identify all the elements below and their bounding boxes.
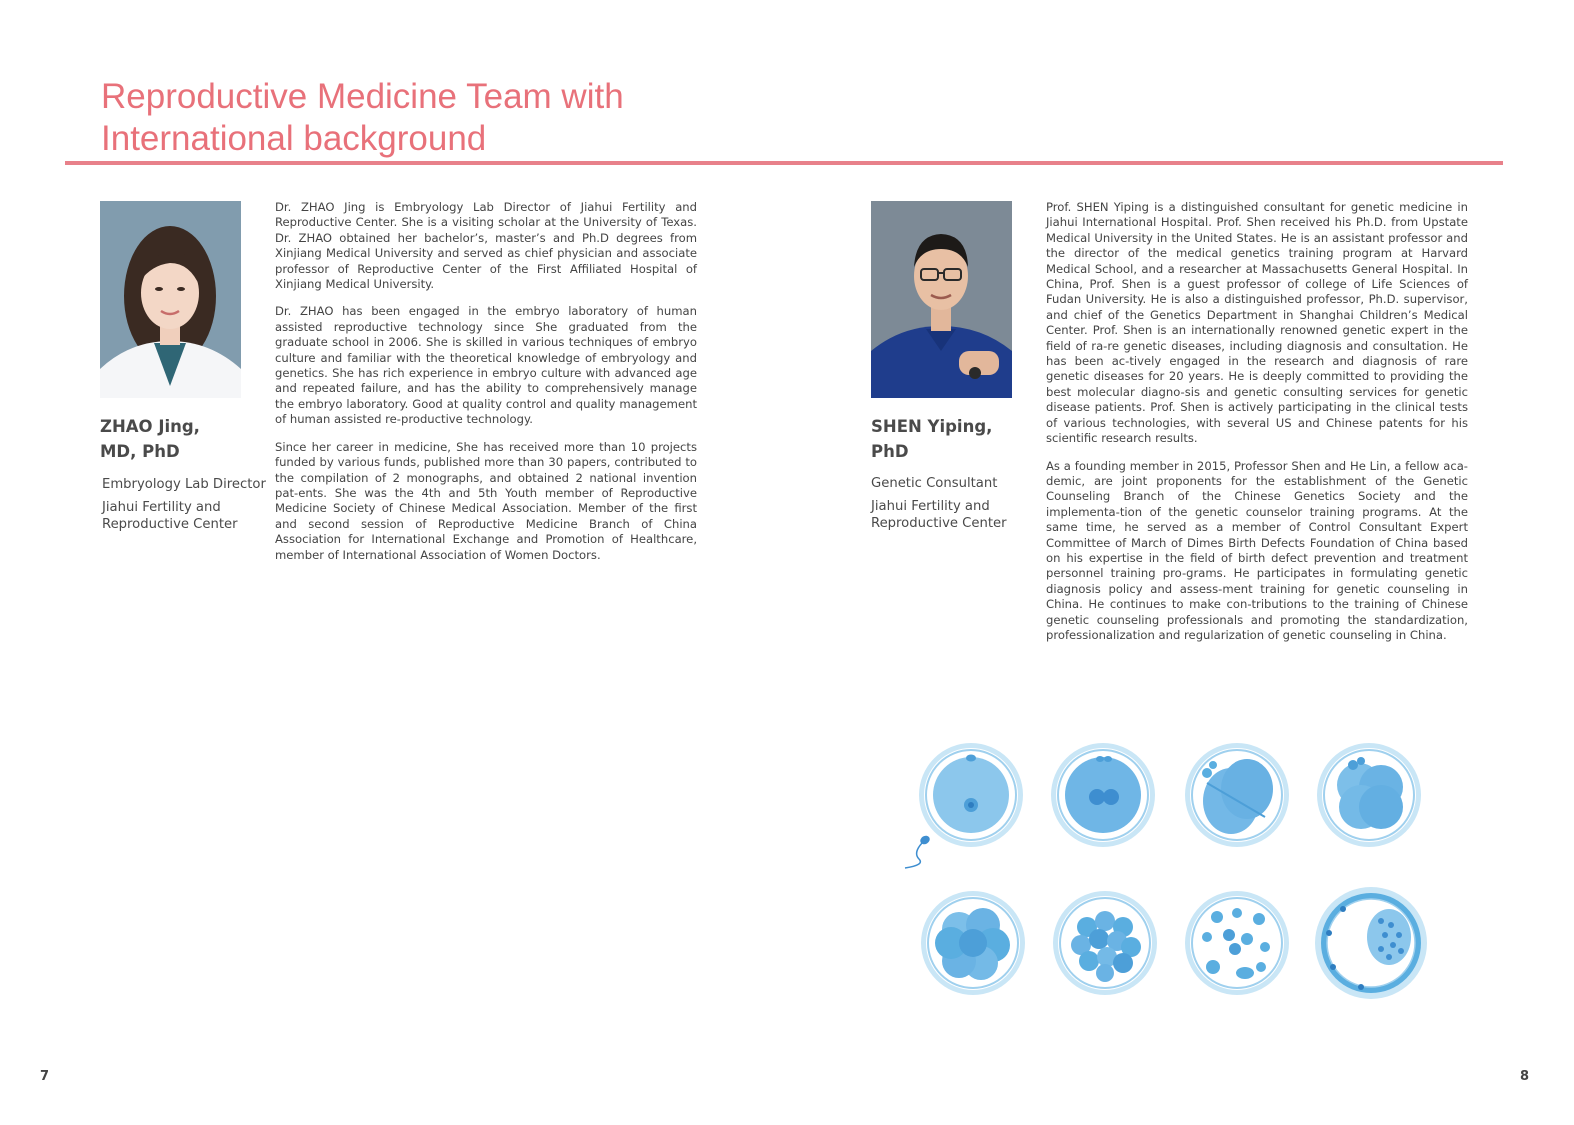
- sperm-icon: [905, 834, 931, 868]
- person-meta-zhao: [102, 476, 270, 533]
- bio-paragraph: Dr. ZHAO Jing is Embryology Lab Director of Jiahui Fertility and Reproductive Center. She is a visiting scholar at the University of Texas. Dr. ZHAO obtained her bachelor’s, master’s and Ph.D degrees from Xinjiang Medical University and served as chief physician and associate professor of Reproductive Center of the First Affiliated Hospital of Xinjiang Medical University.: [275, 200, 697, 292]
- early-blastocyst-icon: [1185, 891, 1289, 995]
- morula-icon: [1053, 891, 1157, 995]
- pronuclear-icon: [1051, 743, 1155, 847]
- person-role: Embryology Lab Director: [102, 477, 266, 492]
- person-name-shen: SHEN Yiping, PhD: [871, 417, 993, 461]
- page-title-line-2: International background: [101, 119, 487, 158]
- bio-paragraph: Prof. SHEN Yiping is a distinguished consultant for genetic medicine in Jiahui International Hospital. Prof. Shen received his Ph.D. from Upstate Medical University in the United States. He is an assistant professor and the director of the medical genetics training program at Harvard Medical School, and a researcher at Massachusetts General Hospital. In China, Prof. Shen is a guest professor of college of Life Sciences of Fudan University. He is also a distinguished professor, Ph.D. supervisor, and chief of the Genetics Department in Shanghai Children’s Medical Center. Prof. Shen is an internationally renowned genetic expert in the field of ra-re genetic diseases, including diagnosis and consultation. He has been ac-tively engaged in the research and diagnosis of rare genetic diseases for 20 years. He is deeply committed to providing the best molecular diagno-sis and genetic consulting services for genetic disease patients. Prof. Shen is actively participating in the clinical tests of various technologies, with several US and Chinese patents for his scientific research results.: [1046, 200, 1468, 446]
- portrait-photo-zhao: [100, 201, 241, 398]
- bio-paragraph: Since her career in medicine, She has received more than 10 projects funded by various funds, published more than 30 papers, contributed to the compilation of 2 monographs, and obtained 2 national invention pat-ents. She was the 4th and 5th Youth member of Reproductive Medicine Society of Chinese Medical Association. Member of the first and second session of Reproductive Medicine Branch of China Association for International Exchange and Promotion of Healthcare, member of International Association of Women Doctors.: [275, 439, 697, 562]
- person-org-line-1: Jiahui Fertility and: [871, 499, 990, 514]
- page-number-right: 8: [1520, 1069, 1530, 1084]
- page-title-line-1: Reproductive Medicine Team with: [101, 77, 624, 116]
- embryo-development-illustration: [895, 735, 1445, 1015]
- person-org-line-2: Reproductive Center: [102, 517, 238, 532]
- bio-paragraph: As a founding member in 2015, Professor Shen and He Lin, a fellow aca-demic, are joint proponents for the establishment of the Genetic Counseling Branch of the Chinese Genetics Society and the implementa-tion of the genetic counselor training programs. At the same time, he served as a member of Control Consultant Expert Committee of March of Dimes Birth Defects Foundation of China based on his expertise in the field of birth defect prevention and treatment personnel training pro-grams. He participates in formulating genetic diagnosis policy and assess-ment training for genetic counseling in China. He continues to make con-tributions to the training of Chinese genetic counseling professionals and promoting the standardization, professionalization and regularization of genetic counseling in China.: [1046, 458, 1468, 642]
- person-org-line-1: Jiahui Fertility and: [102, 500, 221, 515]
- bio-shen: [1046, 200, 1468, 655]
- title-divider: [65, 161, 1503, 165]
- eight-cell-icon: [921, 891, 1025, 995]
- person-org-line-2: Reproductive Center: [871, 516, 1007, 531]
- bio-zhao: [275, 200, 697, 575]
- bio-paragraph: Dr. ZHAO has been engaged in the embryo laboratory of human assisted reproductive technology since She graduated from the graduate school in 2006. She is skilled in various techniques of embryo culture and familiar with the theoretical knowledge of embryology and genetics. She has rich experience in embryo culture with advanced age and repeated failure, and has the ability to comprehensively manage the embryo laboratory. Good at quality control and quality management of human assisted re-productive technology.: [275, 304, 697, 427]
- person-name-zhao: ZHAO Jing, MD, PhD: [100, 417, 200, 461]
- person-meta-shen: [871, 475, 1039, 532]
- four-cell-icon: [1317, 743, 1421, 847]
- portrait-photo-shen: [871, 201, 1012, 398]
- blastocyst-icon: [1315, 887, 1427, 999]
- page-number-left: 7: [40, 1069, 50, 1084]
- two-cell-icon: [1185, 743, 1289, 847]
- zygote-icon: [919, 743, 1023, 847]
- page-title: [101, 76, 801, 160]
- person-role: Genetic Consultant: [871, 476, 998, 491]
